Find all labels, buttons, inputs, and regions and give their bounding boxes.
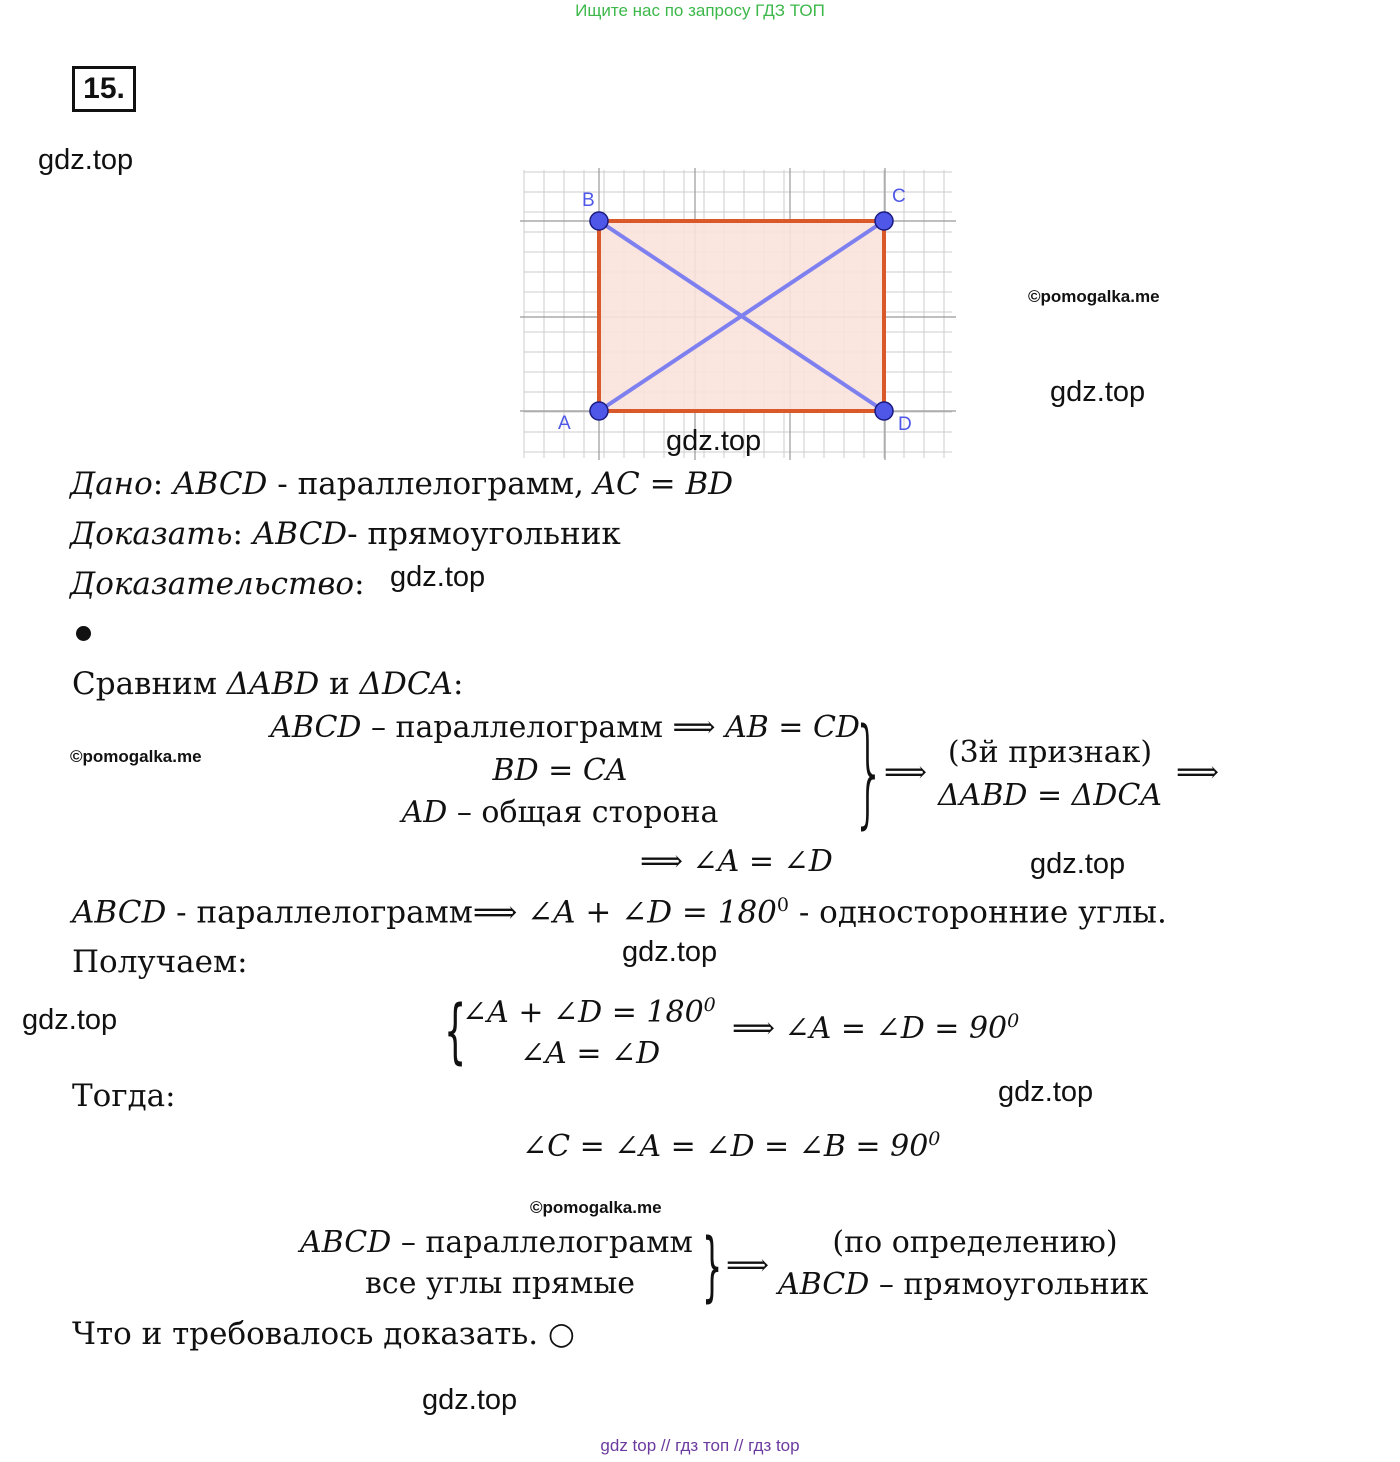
triangle-abd: ΔABD <box>226 666 320 702</box>
copyright: ©pomogalka.me <box>70 747 202 766</box>
system1-line1: ABCD – параллелограмм ⟹ AB = CD <box>270 710 860 745</box>
system2-line2: ∠A = ∠D <box>520 1036 661 1071</box>
given-line <box>70 466 733 502</box>
bullet <box>76 626 91 641</box>
prove-label: Доказать <box>70 516 233 552</box>
triangle-dca: ΔDCA <box>359 666 453 702</box>
system1-arrow: ⟹ <box>884 755 928 790</box>
problem-number: 15. <box>72 66 136 112</box>
compare-colon: : <box>452 666 464 702</box>
angles-equal: ⟹ ∠A = ∠D <box>640 844 833 879</box>
copyright: ©pomogalka.me <box>1028 287 1160 306</box>
prove-line <box>70 516 621 552</box>
compare-line <box>72 666 463 702</box>
triangles-equal: ΔABD = ΔDCA <box>938 778 1162 813</box>
watermark: gdz.top <box>390 561 486 593</box>
all-angles-equal: ∠C = ∠A = ∠D = ∠B = $90^0$ <box>522 1128 941 1164</box>
given-sep: : <box>152 466 174 502</box>
rectangle-conclusion: ABCD – прямоугольник <box>778 1267 1149 1302</box>
left-brace: { <box>444 990 467 1072</box>
watermark: gdz.top <box>1030 848 1126 880</box>
given-expr2: AC = BD <box>593 466 734 502</box>
proof-sep: : <box>354 566 365 602</box>
proof-line <box>70 566 365 602</box>
criterion-text: (3й признак) <box>947 735 1153 770</box>
point-d <box>875 402 893 420</box>
given-expr: ABCD <box>173 466 268 502</box>
copyright: ©pomogalka.me <box>530 1198 662 1217</box>
right-brace: } <box>702 1221 723 1310</box>
watermark: gdz.top <box>422 1384 518 1416</box>
given-text: - параллелограмм, <box>267 466 594 502</box>
obtain-text: Получаем: <box>72 944 248 980</box>
given-label: Дано <box>70 466 153 502</box>
label-c: C <box>892 186 906 207</box>
then-text: Тогда: <box>72 1078 176 1114</box>
footer-links[interactable]: gdz top // гдз топ // гдз top <box>600 1436 800 1455</box>
sum-line: ABCD - параллелограмм⟹ ∠A + ∠D = $180^0$ - односторонние углы. <box>72 894 1167 931</box>
system2-result: ⟹ ∠A = ∠D = $90^0$ <box>732 1010 1020 1046</box>
watermark: gdz.top <box>1050 376 1146 408</box>
system2-line1: ∠A + ∠D = $180^0$ <box>462 994 716 1030</box>
label-d: D <box>898 414 912 435</box>
watermark: gdz.top <box>38 144 134 176</box>
prove-sep: : <box>232 516 253 552</box>
right-brace: } <box>852 702 886 840</box>
rectangle-figure <box>520 168 956 460</box>
watermark: gdz.top <box>622 936 718 968</box>
label-b: B <box>582 190 595 211</box>
point-b <box>590 212 608 230</box>
point-a <box>590 402 608 420</box>
watermark: gdz.top <box>998 1076 1094 1108</box>
system1-line2: BD = CA <box>492 753 628 788</box>
top-banner[interactable]: Ищите нас по запросу ГДЗ ТОП <box>575 1 825 20</box>
watermark: gdz.top <box>666 425 762 457</box>
proof-label: Доказательство <box>70 566 355 602</box>
prove-expr: ABCD <box>252 516 348 552</box>
qed-text: Что и требовалось доказать. ○ <box>72 1316 575 1352</box>
system1-arrow2: ⟹ <box>1176 755 1220 790</box>
prove-text: - прямоугольник <box>347 516 621 552</box>
label-a: A <box>558 413 571 434</box>
compare-text: Сравним <box>72 666 227 702</box>
system3-arrow: ⟹ <box>726 1248 770 1283</box>
system3-line1: ABCD – параллелограмм <box>300 1225 693 1260</box>
point-c <box>875 212 893 230</box>
compare-and: и <box>319 666 360 702</box>
system3-line2: все углы прямые <box>365 1266 635 1301</box>
watermark: gdz.top <box>22 1004 118 1036</box>
definition-note: (по определению) <box>832 1225 1118 1260</box>
system1-line3: AD – общая сторона <box>401 795 719 830</box>
